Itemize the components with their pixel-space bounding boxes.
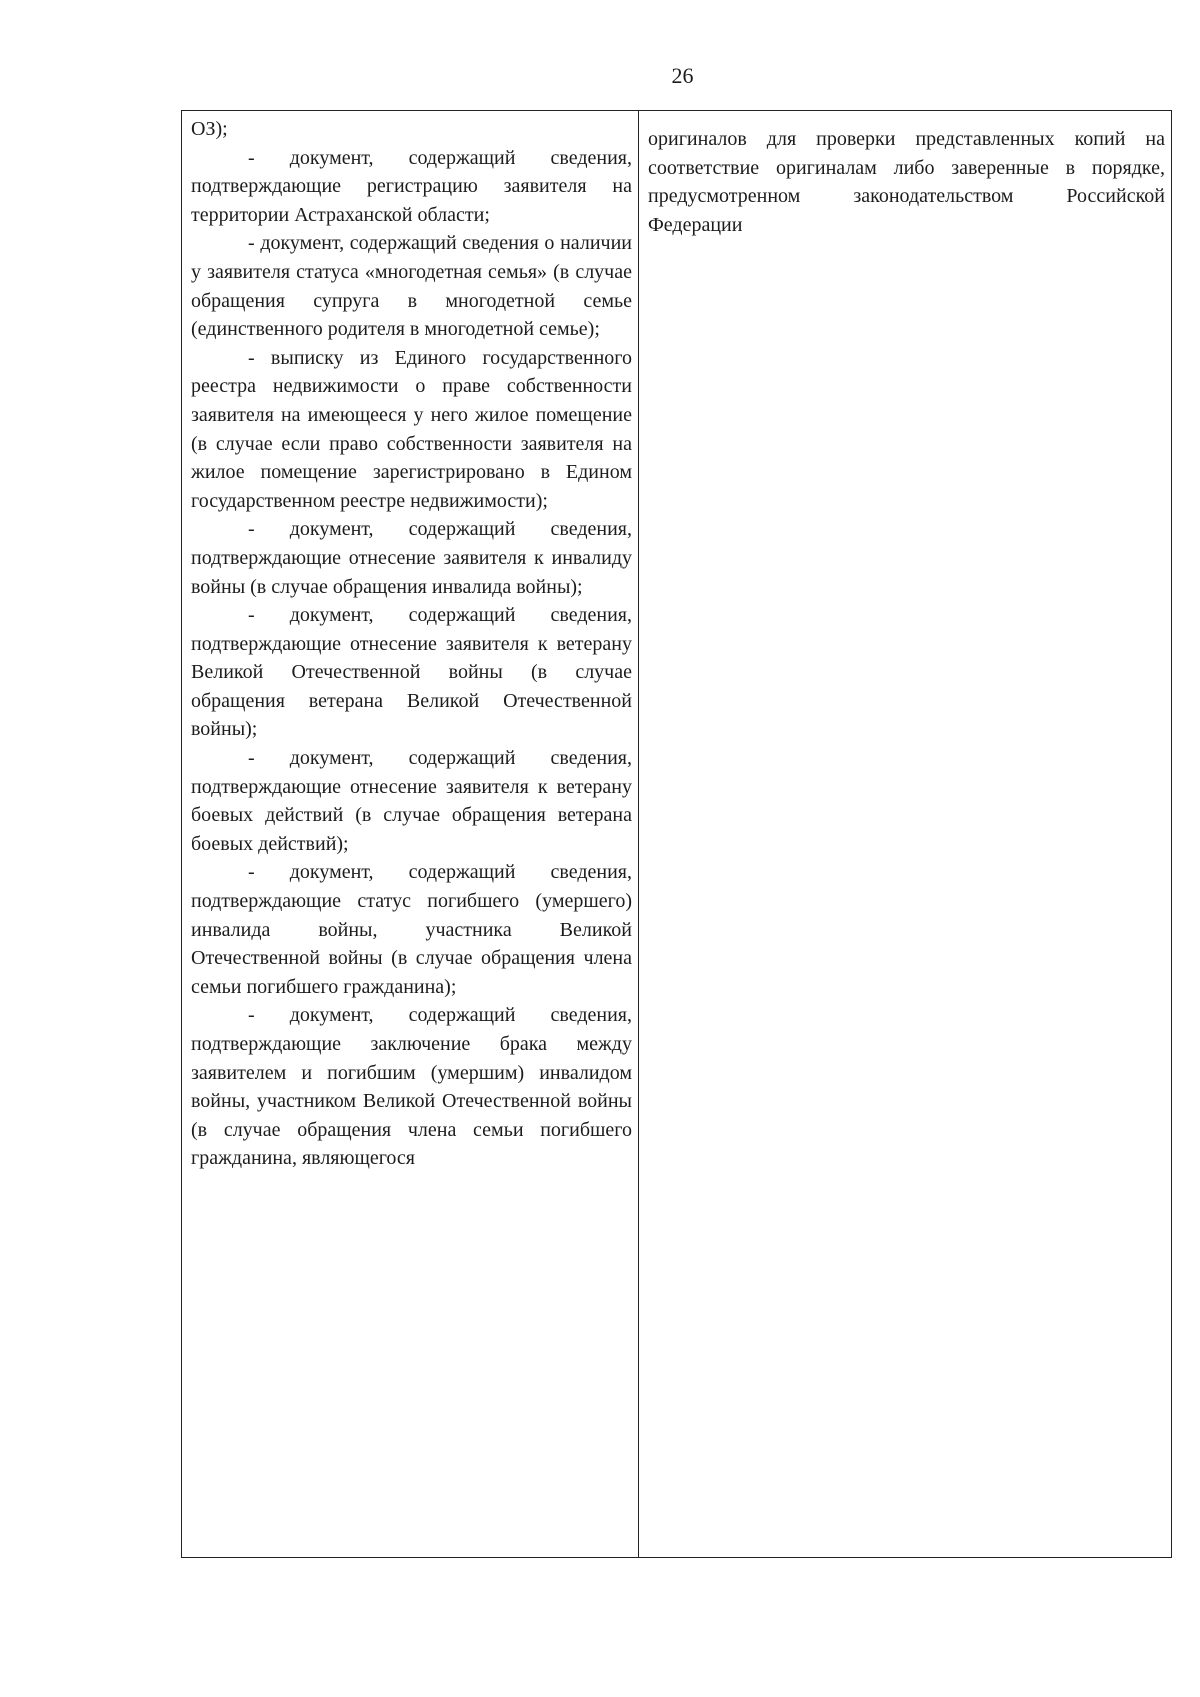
paragraph: - документ, содержащий сведения о наличии у заявителя статуса «многодетная семья» (в случае обращения супруга в многодетной семье (единственного родителя в многодетной семье); — [191, 232, 632, 341]
paragraph: - документ, содержащий сведения, подтверждающие заключение брака между заявителем и погибшим (умершим) инвалидом войны, участником Великой Отечественной войны (в случае обращения члена семьи погибшего гражданина, являющегося — [191, 1004, 632, 1170]
paragraph: ОЗ); — [191, 118, 228, 140]
table-cell-right — [639, 111, 1171, 1557]
document-table — [181, 110, 1172, 1558]
paragraph: - документ, содержащий сведения, подтверждающие отнесение заявителя к инвалиду войны (в случае обращения инвалида войны); — [191, 518, 632, 598]
paragraph: - документ, содержащий сведения, подтверждающие отнесение заявителя к ветерану боевых действий (в случае обращения ветерана боевых действий); — [191, 747, 632, 855]
paragraph: - документ, содержащий сведения, подтверждающие регистрацию заявителя на территории Астраханской области; — [191, 146, 632, 226]
paragraph: оригиналов для проверки представленных копий на соответствие оригиналам либо заверенные в порядке, предусмотренном законодательством Российской Федерации — [648, 128, 1165, 236]
table-cell-left — [182, 111, 639, 1557]
page-number: 26 — [671, 63, 694, 88]
paragraph: - документ, содержащий сведения, подтверждающие отнесение заявителя к ветерану Великой Отечественной войны (в случае обращения ветерана Великой Отечественной войны); — [191, 604, 632, 741]
paragraph: - документ, содержащий сведения, подтверждающие статус погибшего (умершего) инвалида войны, участника Великой Отечественной войны (в случае обращения члена семьи погибшего гражданина); — [191, 861, 632, 998]
paragraph: - выписку из Единого государственного реестра недвижимости о праве собственности заявителя на имеющееся у него жилое помещение (в случае если право собственности заявителя на жилое помещение зарегистрировано в Едином государственном реестре недвижимости); — [191, 346, 632, 512]
